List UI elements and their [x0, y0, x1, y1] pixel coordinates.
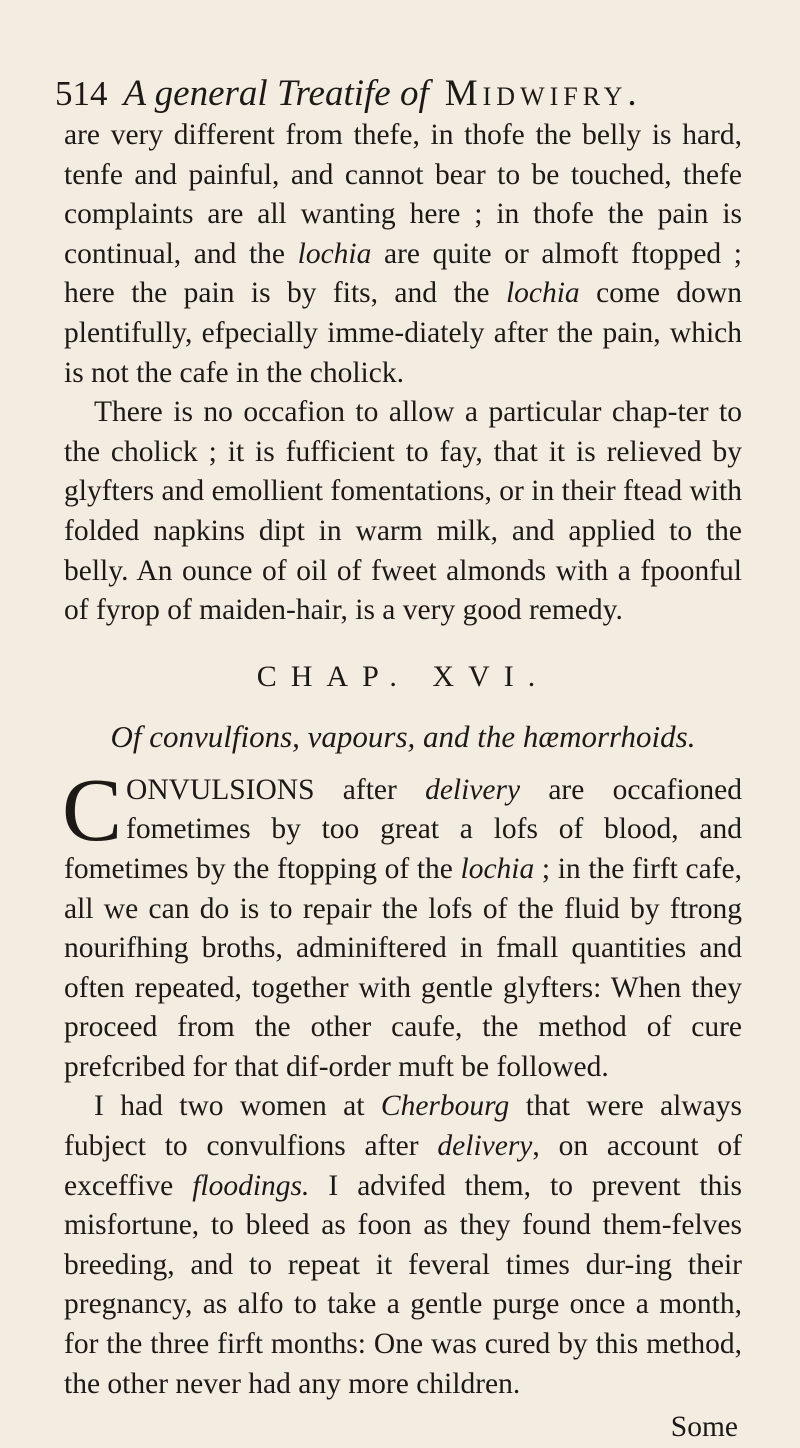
text-run: that were always fubject to convulfions after	[64, 1090, 742, 1163]
italic-term: floodings.	[192, 1169, 310, 1202]
text-run: I advifed them, to prevent this misfortune, to bleed as foon as they found them-felves breeding, and to repeat it feveral times dur-ing their pregnancy, as alfo to take a gentle purge once a month, for the three firft months: One was cured by this method, the other never had any more children.	[64, 1169, 743, 1400]
running-title: A general Treatife of	[123, 73, 429, 114]
text-run: I had two women at	[94, 1090, 381, 1123]
text-run: ONVULSIONS after	[126, 773, 426, 806]
text-run: come down plentifully, efpecially imme-diately after the pain, which is not the cafe in the cholick.	[64, 277, 742, 389]
italic-term: Cherbourg	[380, 1090, 510, 1123]
text-run: are occafioned fometimes by too great a lofs of blood, and fometimes by the ftopping of the	[64, 773, 743, 885]
italic-term: lochia	[505, 277, 580, 310]
text-run: ; in the firft cafe, all we can do is to repair the lofs of the fluid by ftrong nourifhing broths, adminiftered in fmall quantities and often repeated, together with gentle glyfters: When they proceed from the other caufe, the method of cure prefcribed for that dif-order muft be followed.	[64, 852, 742, 1083]
italic-term: lochia	[297, 237, 372, 270]
drop-capital: C	[62, 760, 123, 860]
italic-term: lochia	[460, 852, 535, 885]
running-subject: Midwifry.	[444, 73, 642, 114]
text-run: , on account of exceffive	[64, 1130, 742, 1202]
paragraph-2: There is no occafion to allow a particular chap-ter to the cholick ; it is fufficient to fay, that it is relieved by glyfters and emollient fomentations, or in their ftead with folded napkins dipt in warm milk, and applied to the belly. An ounce of oil of fweet almonds with a fpoonful of fyrop of maiden-hair, is a very good remedy.	[64, 396, 742, 627]
paragraph-4	[64, 1087, 742, 1404]
chapter-title: Of convulfions, vapours, and the hæmorrhoids.	[110, 718, 696, 754]
running-header	[55, 72, 742, 116]
catchword: Some	[670, 1411, 738, 1444]
italic-term: delivery	[425, 773, 521, 806]
italic-term: delivery	[437, 1130, 533, 1163]
text-run: are very different from thefe, in thofe the belly is hard, tenfe and painful, and cannot bear to be touched, thefe complaints are all wanting here ; in thofe the pain is continual, and the	[64, 119, 742, 270]
page-body	[64, 116, 742, 1448]
paragraph-1	[64, 116, 742, 393]
text-run: are quite or almoft ftopped ; here the pain is by fits, and the	[64, 237, 742, 310]
page-number: 514	[55, 74, 108, 113]
paragraph-3	[62, 760, 743, 1088]
chapter-heading: CHAP. XVI.	[256, 659, 550, 693]
